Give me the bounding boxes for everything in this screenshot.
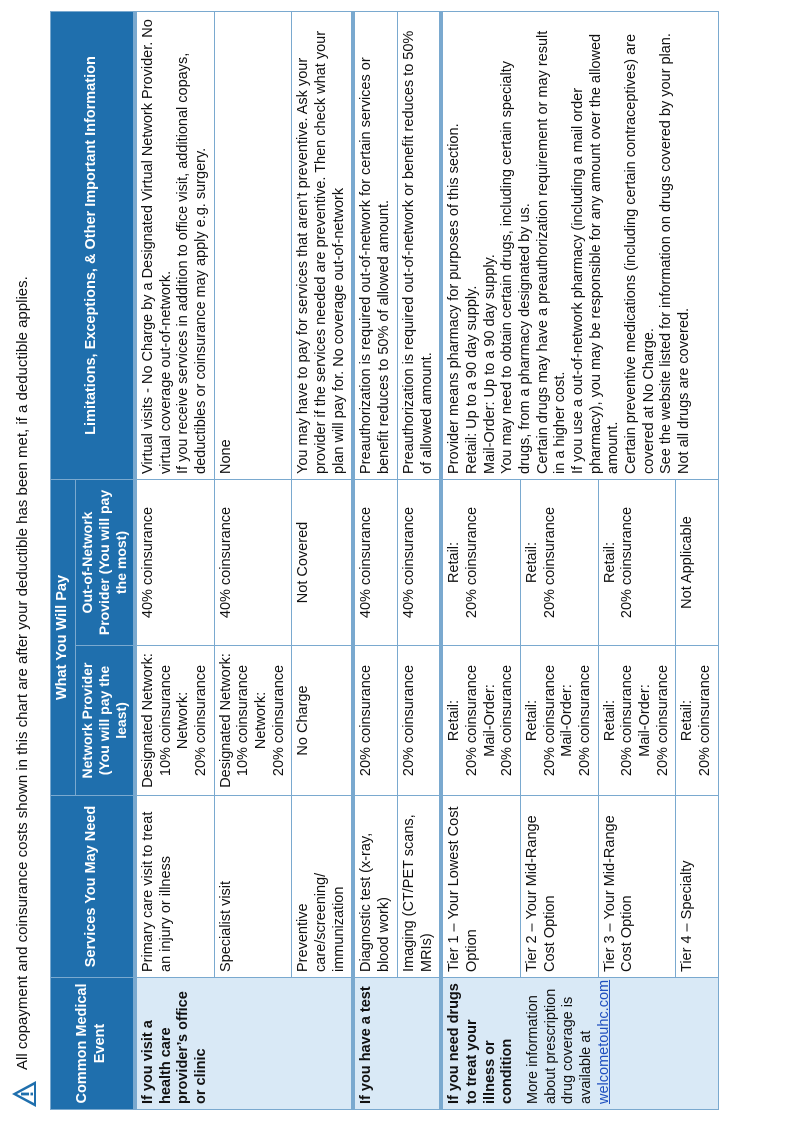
out-tier4: Not Applicable (676, 479, 718, 645)
table-row (353, 11, 397, 1109)
limits-line: Virtual visits - No Charge by a Designated Virtual Network Provider. No virtual coverage out-of-network. (139, 19, 174, 474)
table-row (397, 11, 441, 1109)
out-tier2 (520, 479, 598, 645)
notice-text: All copayment and coinsurance costs shown in this chart are after your deductible has been met, if a deductible applies. (14, 276, 31, 1070)
out-preventive: Not Covered (292, 479, 354, 645)
header-event: Common Medical Event (51, 978, 135, 1110)
table-row (135, 11, 214, 1109)
network-value: 20% coinsurance (577, 664, 594, 777)
network-tier4 (676, 646, 718, 796)
service-tier3: Tier 3 – Your Mid-Range Cost Option (598, 796, 676, 978)
network-value: 10% coinsurance (235, 664, 252, 777)
network-value: 20% coinsurance (697, 664, 714, 777)
network-value: 20% coinsurance (270, 664, 287, 777)
out-value: 20% coinsurance (541, 506, 558, 619)
service-preventive: Preventive care/screening/ immunization (292, 796, 354, 978)
service-primary: Primary care visit to treat an injury or illness (135, 796, 214, 978)
benefits-table (50, 11, 719, 1110)
network-value: 20% coinsurance (619, 664, 636, 777)
out-value: 20% coinsurance (463, 506, 480, 619)
event-drugs (441, 978, 718, 1110)
network-label: Network: (175, 691, 192, 750)
service-imaging: Imaging (CT/PET scans, MRIs) (397, 796, 441, 978)
notice-banner (0, 0, 44, 1132)
limits-line: See the website listed for information on drugs covered by your plan. Not all drugs are covered. (658, 33, 693, 474)
limits-preventive: You may have to pay for services that aren’t preventive. Ask your provider if the services needed are preventive. Then check what your plan will pay for. No coverage out-of-network (292, 11, 354, 479)
service-tier4: Tier 4 – Specialty (676, 796, 718, 978)
network-tier3 (598, 646, 676, 796)
network-value: 20% coinsurance (499, 664, 516, 777)
limits-line: If you receive services in addition to office visit, additional copays, deductibles or coinsurance may apply e.g. surgery. (175, 52, 209, 474)
header-limits: Limitations, Exceptions, & Other Important Information (51, 11, 135, 479)
out-label: Retail: (601, 541, 618, 584)
out-specialist: 40% coinsurance (214, 479, 292, 645)
event-test: If you have a test (353, 978, 441, 1110)
limits-line: If you use a out-of-network pharmacy (including a mail order pharmacy), you may be responsible for any amount over the allowed amount. (570, 33, 622, 474)
service-tier2: Tier 2 – Your Mid-Range Cost Option (520, 796, 598, 978)
warning-triangle-icon (10, 1080, 38, 1108)
table-row (441, 11, 520, 1109)
limits-diagnostic: Preauthorization is required out-of-network for certain services or benefit reduces to 50% of allowed amount. (353, 11, 397, 479)
out-value: 20% coinsurance (619, 506, 636, 619)
network-tier2 (520, 646, 598, 796)
network-label: Retail: (523, 699, 540, 742)
table-row (292, 11, 354, 1109)
network-value: 20% coinsurance (541, 664, 558, 777)
limits-line: Certain preventive medications (including certain contraceptives) are covered at No Charge. (623, 33, 657, 474)
limits-line: You may need to obtain certain drugs, including certain specialty drugs, from a pharmacy designated by us. (499, 61, 533, 474)
service-specialist: Specialist visit (214, 796, 292, 978)
network-label: Retail: (446, 699, 463, 742)
limits-primary (135, 11, 214, 479)
network-label: Mail-Order: (637, 684, 654, 757)
limits-line: Mail-Order: Up to a 90 day supply. (481, 254, 498, 474)
header-services: Services You May Need (51, 796, 135, 978)
drugs-website-link[interactable]: welcometouhc.com (595, 979, 612, 1104)
drugs-info-text: More information about prescription drug coverage is available at (524, 988, 595, 1104)
out-label: Retail: (523, 541, 540, 584)
network-value: 20% coinsurance (463, 664, 480, 777)
limits-line: Provider means pharmacy for purposes of this section. (446, 123, 463, 474)
header-out-network: Out-of-Network Provider (You will pay the most) (75, 479, 135, 645)
header-row (51, 11, 76, 1109)
network-preventive: No Charge (292, 646, 354, 796)
limits-line: Retail: Up to a 90 day supply. (463, 285, 480, 474)
network-diagnostic: 20% coinsurance (353, 646, 397, 796)
out-imaging: 40% coinsurance (397, 479, 441, 645)
header-network: Network Provider (You will pay the least) (75, 646, 135, 796)
out-label: Retail: (446, 541, 463, 584)
drugs-info (524, 979, 613, 1104)
event-office: If you visit a health care provider’s office or clinic (135, 978, 354, 1110)
network-label: Network: (253, 691, 270, 750)
limits-imaging: Preauthorization is required out-of-network or benefit reduces to 50% of allowed amount. (397, 11, 441, 479)
network-label: Retail: (679, 699, 696, 742)
out-diagnostic: 40% coinsurance (353, 479, 397, 645)
network-imaging: 20% coinsurance (397, 646, 441, 796)
header-what-you-pay: What You Will Pay (51, 479, 76, 795)
out-primary: 40% coinsurance (135, 479, 214, 645)
limits-specialist: None (214, 11, 292, 479)
event-drugs-title: If you need drugs to treat your illness or condition (446, 983, 516, 1104)
out-tier1 (441, 479, 520, 645)
network-specialist (214, 646, 292, 796)
network-label: Retail: (601, 699, 618, 742)
network-tier1 (441, 646, 520, 796)
network-primary (135, 646, 214, 796)
network-label: Designated Network: (139, 653, 156, 788)
limits-drugs (441, 11, 718, 479)
service-tier1: Tier 1 – Your Lowest Cost Option (441, 796, 520, 978)
network-label: Mail-Order: (559, 684, 576, 757)
network-value: 20% coinsurance (654, 664, 671, 777)
network-label: Designated Network: (217, 653, 234, 788)
network-value: 10% coinsurance (157, 664, 174, 777)
limits-line: Certain drugs may have a preauthorization requirement or may result in a higher cost. (534, 30, 569, 474)
out-tier3 (598, 479, 676, 645)
table-row (214, 11, 292, 1109)
network-value: 20% coinsurance (192, 664, 209, 777)
service-diagnostic: Diagnostic test (x-ray, blood work) (353, 796, 397, 978)
network-label: Mail-Order: (481, 684, 498, 757)
